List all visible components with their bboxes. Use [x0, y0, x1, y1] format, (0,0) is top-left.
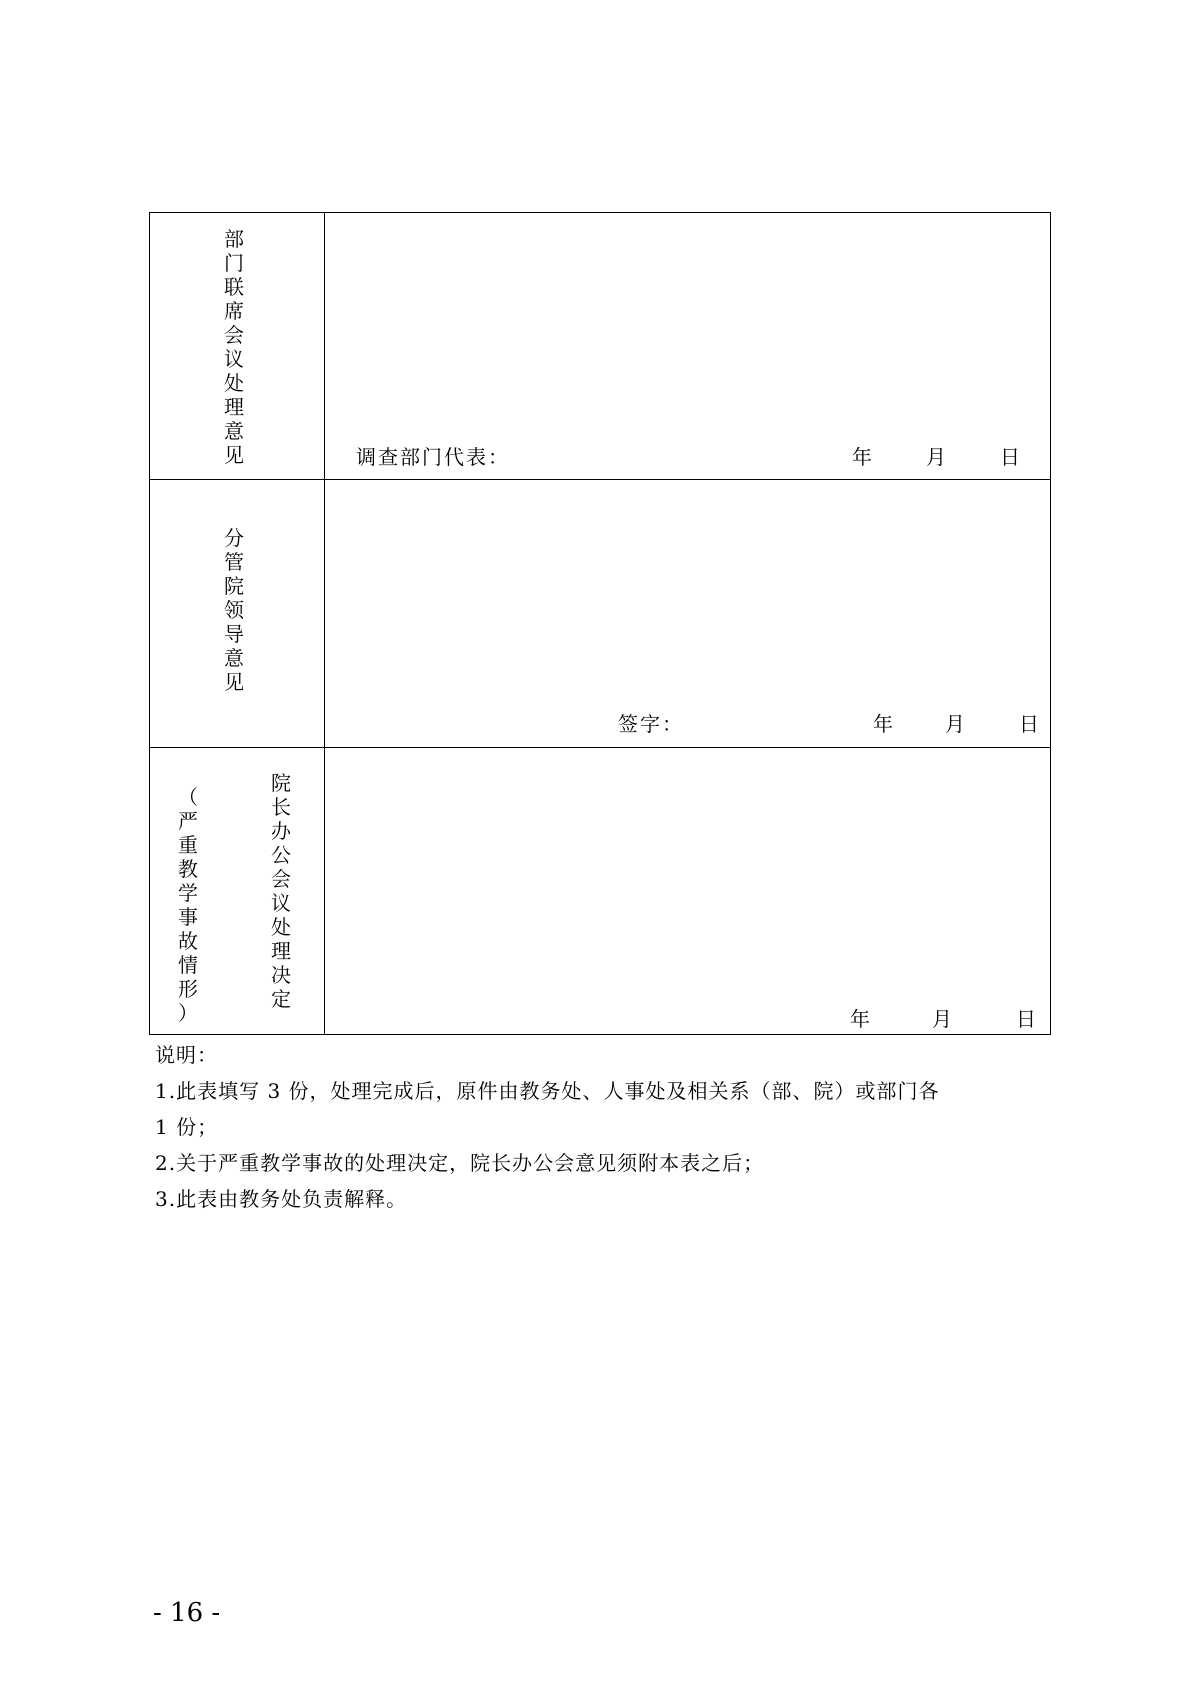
label-column-divider: [324, 213, 325, 1034]
row2-date-day: 日: [1019, 712, 1041, 736]
row1-signature-label: 调查部门代表：: [356, 445, 510, 469]
row3-label-main: 院 长 办 公 会 议 处 理 决 定: [271, 771, 291, 1011]
row1-label: 部 门 联 席 会 议 处 理 意 见: [224, 227, 244, 467]
row2-date-month: 月: [945, 712, 967, 736]
row3-label-note: （ 严 重 教 学 事 故 情 形 ）: [178, 785, 198, 1025]
row1-date-month: 月: [926, 445, 948, 469]
row1-date-day: 日: [1000, 445, 1022, 469]
row2-label: 分 管 院 领 导 意 见: [224, 526, 244, 694]
row3-date-day: 日: [1016, 1007, 1038, 1031]
note-item: 1 份；: [155, 1115, 219, 1139]
notes-heading: 说明：: [155, 1043, 218, 1067]
note-item: 2.关于严重教学事故的处理决定，院长办公会意见须附本表之后；: [155, 1151, 765, 1175]
row2-date-year: 年: [873, 712, 895, 736]
note-item: 3.此表由教务处负责解释。: [155, 1187, 408, 1211]
notes-section: [155, 1037, 940, 1217]
note-item: 1.此表填写 3 份，处理完成后，原件由教务处、人事处及相关系（部、院）或部门各: [155, 1079, 940, 1103]
row3-date-month: 月: [932, 1007, 954, 1031]
row-divider-2: [150, 747, 1050, 748]
row1-date-year: 年: [852, 445, 874, 469]
row3-date-year: 年: [850, 1007, 872, 1031]
row2-signature-label: 签字：: [618, 712, 684, 736]
approval-form-table: [149, 212, 1051, 1035]
page-number: - 16 -: [153, 1598, 221, 1628]
row-divider-1: [150, 479, 1050, 480]
